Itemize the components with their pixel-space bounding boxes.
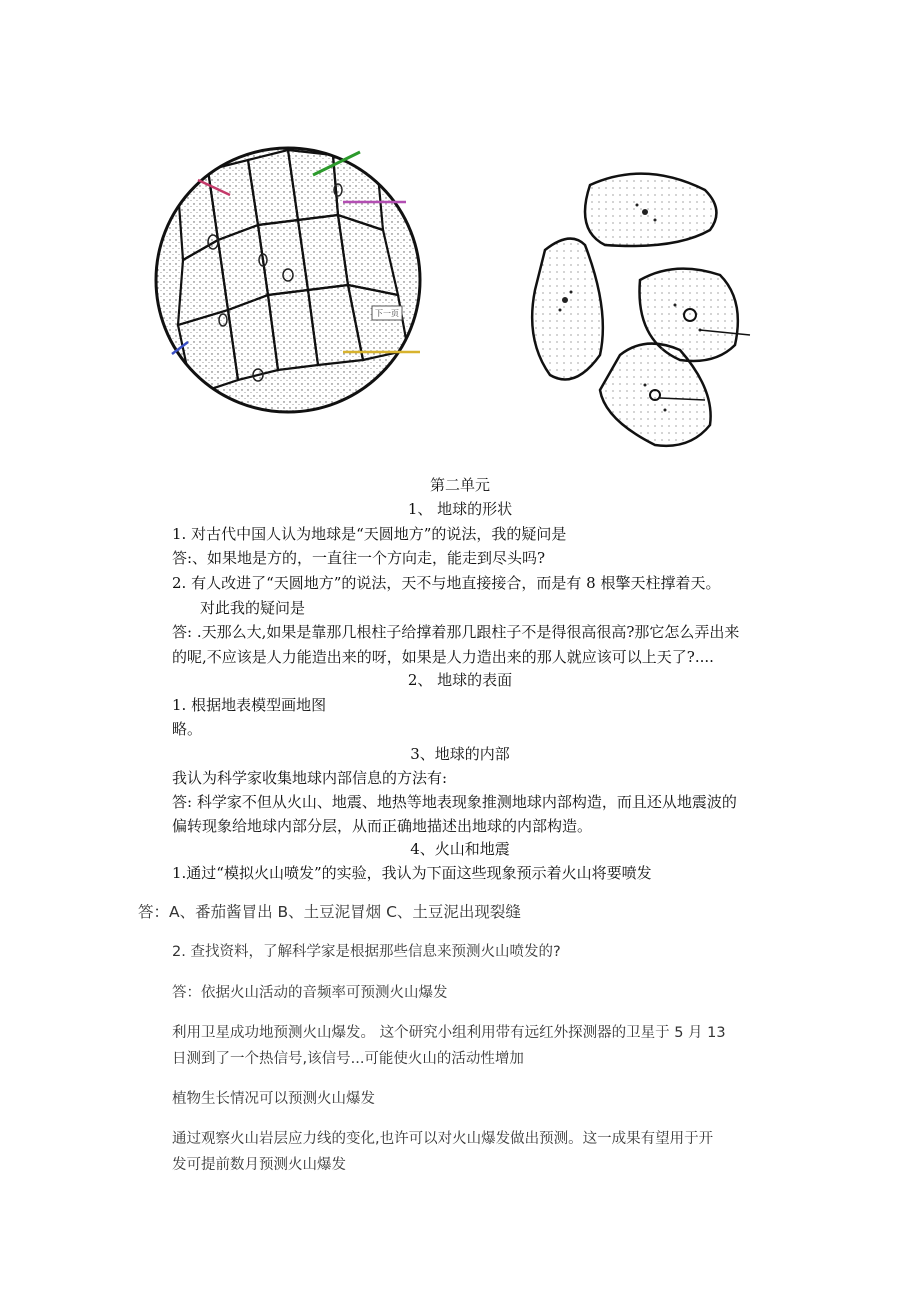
- s2-answer-1: 略。: [172, 720, 203, 738]
- s1-question-2-cont: 对此我的疑问是: [200, 599, 306, 617]
- section-3-title: 3、地球的内部: [410, 745, 510, 763]
- section-2-title: 2、 地球的表面: [407, 671, 513, 689]
- s1-question-1: 1. 对古代中国人认为地球是“天圆地方”的说法，我的疑问是: [172, 525, 567, 543]
- s1-question-2: 2. 有人改进了“天圆地方”的说法，天不与地直接接合，而是有 8 根擎天柱撑着天。: [172, 574, 721, 592]
- cheek-cell-figure: [505, 150, 775, 455]
- s4-answer-1: 答：A、番茄酱冒出 B、土豆泥冒烟 C、土豆泥出现裂缝: [138, 903, 521, 921]
- unit-title: 第二单元: [429, 476, 490, 494]
- s2-question-1: 1. 根据地表模型画地图: [172, 696, 327, 714]
- s4-paragraph-1: 利用卫星成功地预测火山爆发。 这个研究小组利用带有远红外探测器的卫星于 5 月 13: [172, 1025, 726, 1041]
- next-page-label: 下一页: [375, 309, 399, 318]
- s4-question-1: 1.通过“模拟火山喷发”的实验，我认为下面这些现象预示着火山将要喷发: [172, 864, 652, 882]
- s4-answer-2: 答：依据火山活动的音频率可预测火山爆发: [172, 985, 448, 1001]
- s4-paragraph-1-cont: 日测到了一个热信号,该信号...可能使火山的活动性增加: [172, 1051, 524, 1067]
- section-1-title: 1、 地球的形状: [407, 500, 513, 518]
- s3-question-1: 我认为科学家收集地球内部信息的方法有:: [172, 769, 448, 787]
- section-4-title: 4、火山和地震: [410, 840, 510, 858]
- s4-question-2: 2. 查找资料，了解科学家是根据那些信息来预测火山喷发的?: [172, 944, 561, 960]
- s4-paragraph-3: 通过观察火山岩层应力线的变化,也许可以对火山爆发做出预测。这一成果有望用于开: [172, 1131, 714, 1147]
- s1-answer-1: 答:、如果地是方的，一直往一个方向走，能走到尽头吗?: [172, 549, 546, 567]
- onion-cell-figure: [138, 130, 438, 430]
- s1-answer-2-cont: 的呢,不应该是人力能造出来的呀，如果是人力造出来的那人就应该可以上天了?....: [172, 648, 714, 666]
- s3-answer-1-cont: 偏转现象给地球内部分层，从而正确地描述出地球的内部构造。: [172, 817, 593, 835]
- s4-paragraph-2: 植物生长情况可以预测火山爆发: [172, 1091, 375, 1107]
- s1-answer-2: 答: .天那么大,如果是靠那几根柱子给撑着那几跟柱子不是得很高很高?那它怎么弄出来: [172, 623, 740, 641]
- s4-paragraph-3-cont: 发可提前数月预测火山爆发: [172, 1157, 346, 1173]
- s3-answer-1: 答: 科学家不但从火山、地震、地热等地表现象推测地球内部构造，而且还从地震波的: [172, 793, 737, 811]
